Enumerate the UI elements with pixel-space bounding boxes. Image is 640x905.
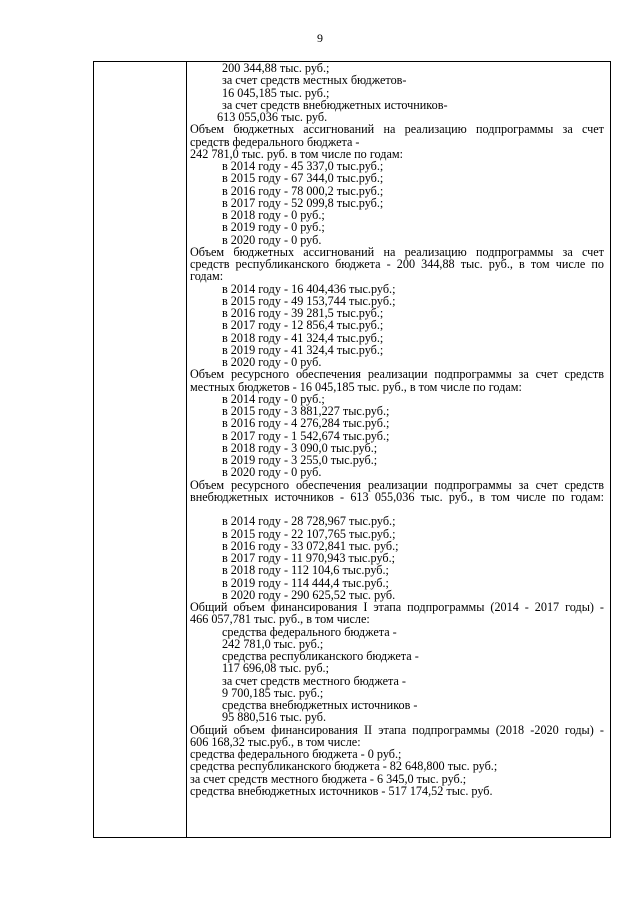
text-line: в 2018 году - 0 руб.; [222,208,325,222]
text-line: в 2018 году - 112 104,6 тыс.руб.; [222,563,389,578]
text-line: 242 781,0 тыс. руб.; [222,636,324,651]
text-line: в 2015 году - 49 153,744 тыс.руб.; [222,293,396,308]
text-line: за счет средств местных бюджетов- [222,73,407,88]
text-line: 613 055,036 тыс. руб. [217,110,328,124]
table [93,61,611,838]
text-line: средств федерального бюджета - [190,134,360,149]
text-line: в 2014 году - 16 404,436 тыс.руб.; [222,281,396,296]
text-line: 16 045,185 тыс. руб.; [222,85,330,100]
text-line: в 2020 году - 290 625,52 тыс. руб. [222,587,396,602]
text-line: средства федерального бюджета - 0 руб.; [190,747,402,761]
text-line: в 2016 году - 39 281,5 тыс.руб.; [222,306,384,320]
text-line: в 2015 году - 22 107,765 тыс.руб.; [222,526,396,541]
text-line: в 2019 году - 114 444,4 тыс.руб.; [222,575,389,590]
text-line: 606 168,32 тыс.руб., в том числе: [190,734,361,749]
text-line: 200 344,88 тыс. руб.; [222,61,330,75]
text-line: в 2016 году - 33 072,841 тыс. руб.; [222,538,399,553]
text-line: средства республиканского бюджета - 82 648,800 тыс. руб.; [190,759,498,774]
text-line: в 2020 году - 0 руб. [222,465,322,480]
text-line: за счет средств местного бюджета - 6 345,0 тыс. руб.; [190,771,467,786]
text-line: в 2018 году - 3 090,0 тыс.руб.; [222,440,378,455]
text-line: в 2020 году - 0 руб. [222,232,322,247]
text-line: в 2018 году - 41 324,4 тыс.руб.; [222,330,384,345]
text-line: 466 057,781 тыс. руб., в том числе: [190,612,370,627]
text-line: в 2015 году - 3 881,227 тыс.руб.; [222,404,390,418]
text-line: внебюджетных источников - 613 055,036 тыс. руб., в том числе по годам: [190,489,604,504]
text-line: в 2014 году - 0 руб.; [222,391,325,406]
text-line: средства федерального бюджета - [222,624,397,639]
text-line: Объем бюджетных ассигнований на реализацию подпрограммы за счет [190,122,604,137]
text-line: 242 781,0 тыс. руб. в том числе по годам: [190,146,403,161]
text-line: за счет средств внебюджетных источников- [222,97,448,112]
text-line: годам: [190,269,224,284]
text-line: в 2017 году - 1 542,674 тыс.руб.; [222,428,390,443]
text-line: в 2016 году - 4 276,284 тыс.руб.; [222,416,390,431]
text-line: в 2017 году - 12 856,4 тыс.руб.; [222,318,384,333]
text-line: средства внебюджетных источников - 517 174,52 тыс. руб. [190,783,493,798]
text-line: в 2015 году - 67 344,0 тыс.руб.; [222,171,384,186]
text-line: в 2020 году - 0 руб. [222,355,322,369]
text-line: в 2014 году - 28 728,967 тыс.руб.; [222,514,396,529]
text-line: 117 696,08 тыс. руб.; [222,661,329,676]
text-line: в 2016 году - 78 000,2 тыс.руб.; [222,183,384,198]
column-divider [186,62,187,837]
text-line: за счет средств местного бюджета - [222,673,406,688]
text-line: Объем ресурсного обеспечения реализации подпрограммы за счет средств [190,367,604,382]
text-line: в 2019 году - 0 руб.; [222,220,325,235]
text-line: 9 700,185 тыс. руб.; [222,685,324,700]
text-line: в 2019 году - 41 324,4 тыс.руб.; [222,342,384,357]
page-number: 9 [317,31,323,45]
funding-text-cell [190,62,604,797]
text-line: местных бюджетов - 16 045,185 тыс. руб., в том числе по годам: [190,379,522,394]
text-line: в 2014 году - 45 337,0 тыс.руб.; [222,159,384,173]
text-line: в 2019 году - 3 255,0 тыс.руб.; [222,453,378,467]
text-line: в 2017 году - 11 970,943 тыс.руб.; [222,551,396,565]
text-line: 95 880,516 тыс. руб. [222,710,327,725]
text-line: средства республиканского бюджета - [222,649,419,663]
text-line: средств республиканского бюджета - 200 344,88 тыс. руб., в том числе по [190,257,604,271]
text-line: Общий объем финансирования II этапа подпрограммы (2018 -2020 годы) - [190,722,604,737]
text-line: Общий объем финансирования I этапа подпрограммы (2014 - 2017 годы) - [190,600,604,614]
text-line: Объем ресурсного обеспечения реализации подпрограммы за счет средств [190,477,604,492]
text-line: средства внебюджетных источников - [222,698,418,712]
text-line: в 2017 году - 52 099,8 тыс.руб.; [222,195,384,210]
text-line: Объем бюджетных ассигнований на реализацию подпрограммы за счет [190,244,604,259]
